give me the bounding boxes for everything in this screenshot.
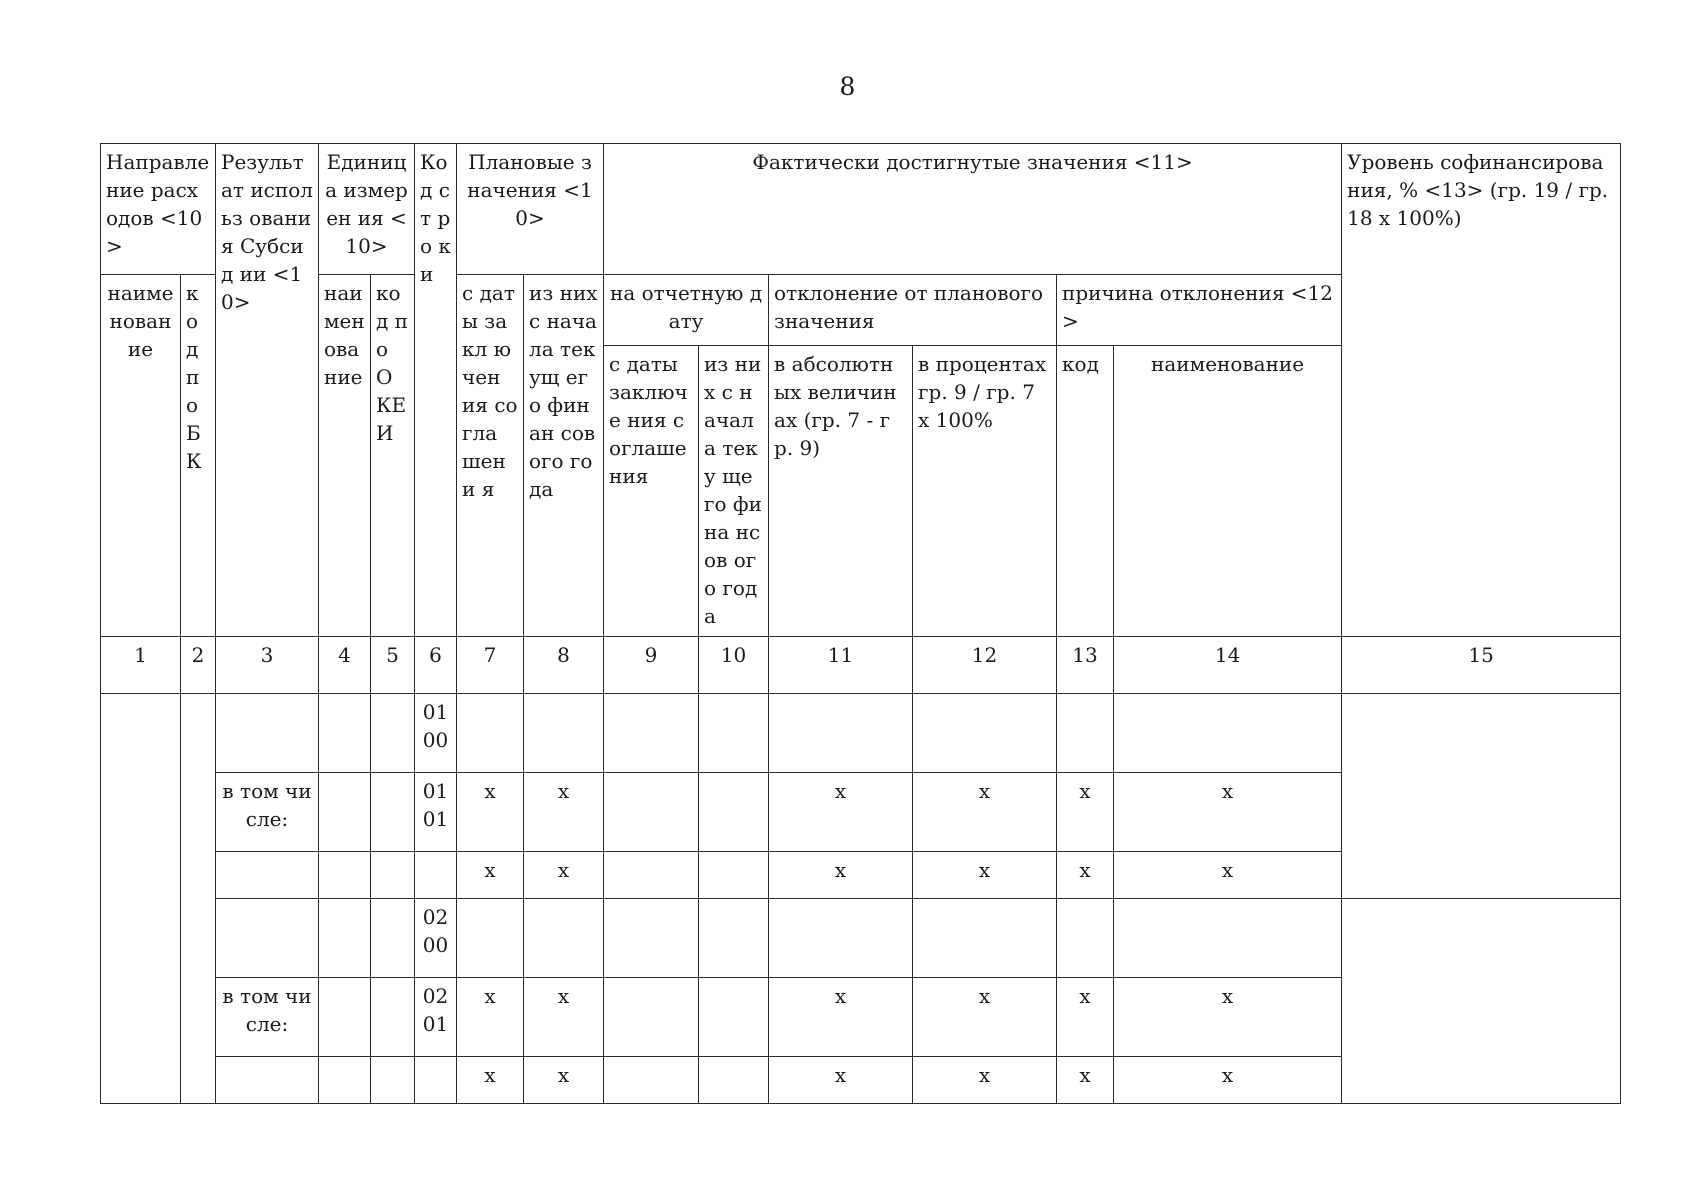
actual-cell (699, 852, 769, 899)
actual-cell (604, 852, 699, 899)
header-reason-name: наименование (1114, 346, 1342, 637)
unit-okei-cell (371, 694, 415, 773)
unit-name-cell (319, 852, 371, 899)
unit-okei-cell (371, 978, 415, 1057)
x-mark: х (457, 1057, 524, 1104)
column-number: 13 (1057, 637, 1114, 694)
column-number: 3 (216, 637, 319, 694)
column-number: 14 (1114, 637, 1342, 694)
row-code: 01 01 (415, 773, 457, 852)
x-mark: х (769, 978, 913, 1057)
x-mark: х (769, 1057, 913, 1104)
x-mark: х (1114, 1057, 1342, 1104)
x-mark: х (457, 978, 524, 1057)
planned-cell (457, 694, 524, 773)
x-mark: х (1114, 773, 1342, 852)
header-unit-okei: ко д по О КЕ И (371, 275, 415, 637)
unit-name-cell (319, 899, 371, 978)
deviation-cell (769, 694, 913, 773)
header-report-from-year: из них с начал а теку щего фина нсов ого года (699, 346, 769, 637)
direction-kbk-cell (181, 694, 216, 1104)
unit-name-cell (319, 978, 371, 1057)
x-mark: х (913, 852, 1057, 899)
deviation-cell (913, 899, 1057, 978)
actual-cell (604, 1057, 699, 1104)
actual-cell (699, 773, 769, 852)
page-number: 8 (839, 72, 856, 101)
result-cell (216, 1057, 319, 1104)
header-planned: Плановые значения <10> (457, 144, 604, 275)
unit-okei-cell (371, 899, 415, 978)
reason-cell (1114, 694, 1342, 773)
column-number: 2 (181, 637, 216, 694)
unit-name-cell (319, 773, 371, 852)
including-label: в том числе: (216, 773, 319, 852)
cofinancing-cell (1342, 899, 1621, 1104)
actual-cell (699, 899, 769, 978)
column-number: 15 (1342, 637, 1621, 694)
planned-cell (524, 694, 604, 773)
deviation-cell (769, 899, 913, 978)
actual-cell (604, 899, 699, 978)
including-label: в том числе: (216, 978, 319, 1057)
x-mark: х (524, 1057, 604, 1104)
row-code: 02 00 (415, 899, 457, 978)
x-mark: х (524, 852, 604, 899)
header-planned-from-year: из них с начала текущ его финан сового года (524, 275, 604, 637)
planned-cell (457, 899, 524, 978)
column-number: 11 (769, 637, 913, 694)
header-cofinancing: Уровень софинансирования, % <13> (гр. 19 / гр. 18 х 100%) (1342, 144, 1621, 637)
x-mark: х (524, 773, 604, 852)
x-mark: х (913, 1057, 1057, 1104)
header-deviation-abs: в абсолютных величинах (гр. 7 - гр. 9) (769, 346, 913, 637)
header-on-report-date: на отчетную дату (604, 275, 769, 346)
reason-cell (1114, 899, 1342, 978)
header-actual: Фактически достигнутые значения <11> (604, 144, 1342, 275)
planned-cell (524, 899, 604, 978)
x-mark: х (913, 773, 1057, 852)
column-number: 8 (524, 637, 604, 694)
header-direction-name: наиме нован ие (101, 275, 181, 637)
actual-cell (699, 978, 769, 1057)
row-code-cell (415, 1057, 457, 1104)
x-mark: х (524, 978, 604, 1057)
column-number: 4 (319, 637, 371, 694)
header-deviation: отклонение от планового значения (769, 275, 1057, 346)
x-mark: х (1114, 978, 1342, 1057)
direction-name-cell (101, 694, 181, 1104)
header-planned-from-agreement: с даты закл ючен ия согла шени я (457, 275, 524, 637)
report-table (100, 143, 1621, 1104)
x-mark: х (913, 978, 1057, 1057)
result-cell (216, 852, 319, 899)
deviation-cell (913, 694, 1057, 773)
actual-cell (604, 978, 699, 1057)
reason-cell (1057, 694, 1114, 773)
unit-okei-cell (371, 773, 415, 852)
column-number: 10 (699, 637, 769, 694)
actual-cell (604, 694, 699, 773)
x-mark: х (769, 852, 913, 899)
reason-cell (1057, 899, 1114, 978)
unit-okei-cell (371, 852, 415, 899)
x-mark: х (457, 852, 524, 899)
column-number: 12 (913, 637, 1057, 694)
unit-name-cell (319, 694, 371, 773)
row-code: 02 01 (415, 978, 457, 1057)
actual-cell (699, 694, 769, 773)
x-mark: х (1057, 773, 1114, 852)
header-direction-kbk: ко д по Б К (181, 275, 216, 637)
unit-okei-cell (371, 1057, 415, 1104)
unit-name-cell (319, 1057, 371, 1104)
column-number: 6 (415, 637, 457, 694)
row-code-cell (415, 852, 457, 899)
header-result: Результ ат использ ования Субсид ии <10> (216, 144, 319, 637)
cofinancing-cell (1342, 694, 1621, 899)
row-code: 01 00 (415, 694, 457, 773)
header-row-code: Ко д ст ро ки (415, 144, 457, 637)
x-mark: х (1057, 852, 1114, 899)
x-mark: х (769, 773, 913, 852)
actual-cell (699, 1057, 769, 1104)
header-reason-code: код (1057, 346, 1114, 637)
header-direction: Направле ние расходов <10> (101, 144, 216, 275)
actual-cell (604, 773, 699, 852)
header-reason: причина отклонения <12> (1057, 275, 1342, 346)
column-number: 7 (457, 637, 524, 694)
x-mark: х (1057, 978, 1114, 1057)
column-number: 1 (101, 637, 181, 694)
column-number: 5 (371, 637, 415, 694)
x-mark: х (1057, 1057, 1114, 1104)
header-report-from-agreement: с даты заключе ния соглаше ния (604, 346, 699, 637)
column-number: 9 (604, 637, 699, 694)
x-mark: х (457, 773, 524, 852)
result-cell (216, 694, 319, 773)
header-unit-name: наи мен ова ние (319, 275, 371, 637)
result-cell (216, 899, 319, 978)
header-deviation-pct: в процентах гр. 9 / гр. 7 х 100% (913, 346, 1057, 637)
header-unit: Единиц а измерен ия <10> (319, 144, 415, 275)
x-mark: х (1114, 852, 1342, 899)
